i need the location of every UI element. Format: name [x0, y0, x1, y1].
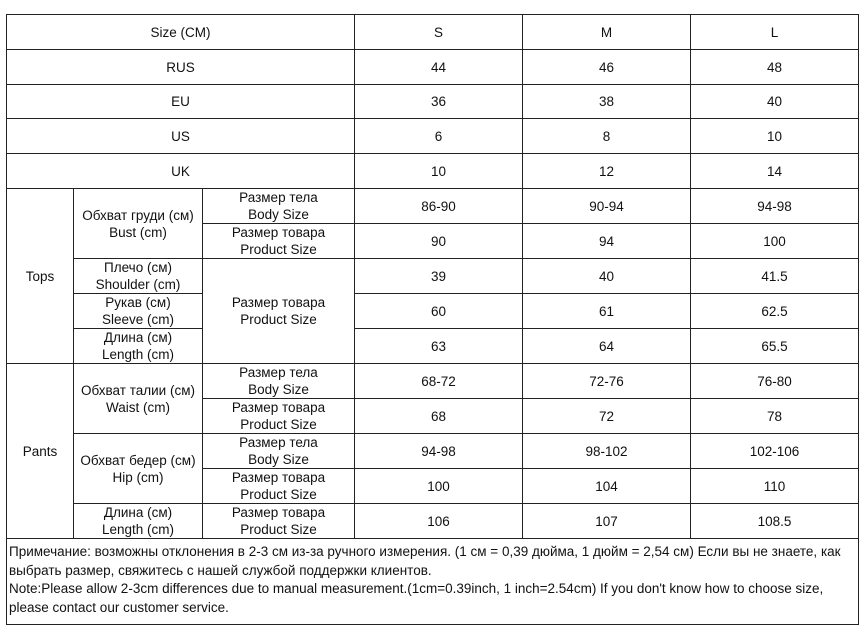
cell-value: 94 [523, 224, 691, 259]
product-size-label: Размер товара Product Size [203, 469, 355, 504]
cell-value: 8 [523, 119, 691, 154]
cell-value: 110 [691, 469, 859, 504]
cell-value: 102-106 [691, 434, 859, 469]
note-row [7, 539, 859, 625]
cell-value: 60 [355, 294, 523, 329]
pants-label: Pants [7, 364, 74, 539]
header-row [7, 15, 859, 50]
cell-value: 65.5 [691, 329, 859, 364]
body-size-label: Размер тела Body Size [203, 434, 355, 469]
cell-value: 46 [523, 50, 691, 85]
cell-value: 107 [523, 504, 691, 539]
product-size-label: Размер товара Product Size [203, 399, 355, 434]
cell-value: 104 [523, 469, 691, 504]
table-row [7, 434, 859, 469]
table-row [7, 259, 859, 294]
cell-value: 14 [691, 154, 859, 189]
shoulder-label: Плечо (см) Shoulder (cm) [74, 259, 203, 294]
row-label-rus: RUS [7, 50, 355, 85]
cell-value: 48 [691, 50, 859, 85]
cell-value: 40 [691, 85, 859, 119]
body-size-label: Размер тела Body Size [203, 189, 355, 224]
note-en: Note:Please allow 2-3cm differences due to manual measurement.(1cm=0.39inch, 1 inch=2.54cm) If you don't know how to choose size, please contact our customer service. [9, 581, 824, 615]
sleeve-label: Рукав (см) Sleeve (cm) [74, 294, 203, 329]
table-row [7, 119, 859, 154]
waist-label: Обхват талии (см) Waist (cm) [74, 364, 203, 434]
cell-value: 72-76 [523, 364, 691, 399]
tops-label: Tops [7, 189, 74, 364]
pants-length-label: Длина (см) Length (cm) [74, 504, 203, 539]
table-row [7, 364, 859, 399]
size-s-header: S [355, 15, 523, 50]
cell-value: 100 [691, 224, 859, 259]
cell-value: 68 [355, 399, 523, 434]
table-row [7, 50, 859, 85]
cell-value: 36 [355, 85, 523, 119]
cell-value: 94-98 [691, 189, 859, 224]
cell-value: 86-90 [355, 189, 523, 224]
row-label-us: US [7, 119, 355, 154]
cell-value: 90 [355, 224, 523, 259]
cell-value: 63 [355, 329, 523, 364]
cell-value: 78 [691, 399, 859, 434]
cell-value: 10 [355, 154, 523, 189]
table-row [7, 154, 859, 189]
hip-label: Обхват бедер (см) Hip (cm) [74, 434, 203, 504]
cell-value: 10 [691, 119, 859, 154]
size-l-header: L [691, 15, 859, 50]
cell-value: 98-102 [523, 434, 691, 469]
bust-label-en: Bust (cm) [109, 224, 167, 240]
cell-value: 40 [523, 259, 691, 294]
cell-value: 72 [523, 399, 691, 434]
cell-value: 68-72 [355, 364, 523, 399]
cell-value: 100 [355, 469, 523, 504]
cell-value: 108.5 [691, 504, 859, 539]
body-size-label: Размер тела Body Size [203, 364, 355, 399]
cell-value: 39 [355, 259, 523, 294]
size-m-header: M [523, 15, 691, 50]
table-row [7, 85, 859, 119]
cell-value: 44 [355, 50, 523, 85]
cell-value: 62.5 [691, 294, 859, 329]
bust-label-ru: Обхват груди (см) [82, 207, 194, 223]
size-header: Size (CM) [7, 15, 355, 50]
size-table [6, 14, 859, 625]
product-size-label: Размер товара Product Size [203, 504, 355, 539]
table-row [7, 504, 859, 539]
cell-value: 6 [355, 119, 523, 154]
table-row [7, 294, 859, 329]
cell-value: 12 [523, 154, 691, 189]
row-label-eu: EU [7, 85, 355, 119]
product-size-label: Размер товара Product Size [203, 259, 355, 364]
row-label-uk: UK [7, 154, 355, 189]
cell-value: 38 [523, 85, 691, 119]
note [7, 539, 859, 625]
cell-value: 76-80 [691, 364, 859, 399]
length-label: Длина (см) Length (cm) [74, 329, 203, 364]
cell-value: 94-98 [355, 434, 523, 469]
bust-label [74, 189, 203, 259]
cell-value: 64 [523, 329, 691, 364]
cell-value: 61 [523, 294, 691, 329]
cell-value: 90-94 [523, 189, 691, 224]
cell-value: 106 [355, 504, 523, 539]
table-row [7, 189, 859, 224]
size-chart [6, 14, 859, 625]
product-size-label: Размер товара Product Size [203, 224, 355, 259]
cell-value: 41.5 [691, 259, 859, 294]
table-row [7, 329, 859, 364]
note-ru: Примечание: возможны отклонения в 2-3 см из-за ручного измерения. (1 см = 0,39 дюйма, 1 дюйм = 2,54 см) Если вы не знаете, как выбрать размер, свяжитесь с нашей службой поддержки клиентов. [9, 544, 841, 578]
